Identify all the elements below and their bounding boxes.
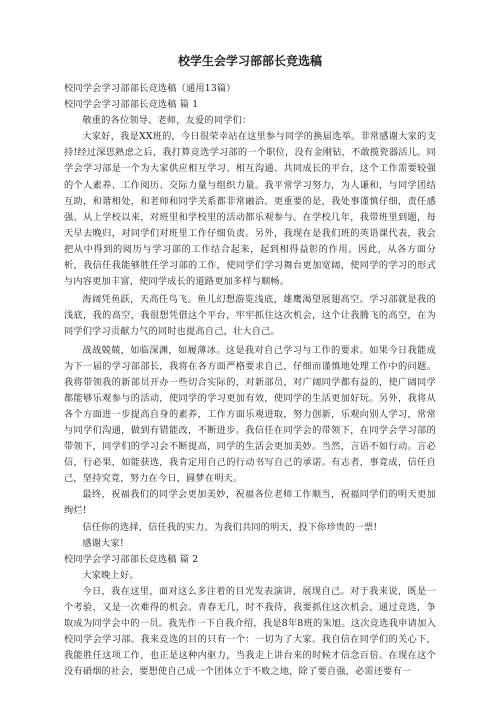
essay-1-heading: 校同学会学习部部长竞选稿 篇 1 — [64, 99, 199, 111]
essay-2-paragraph: 今日，我在这里，面对这么多注着的目光发表演讲，展现自己。对于我来说，既是一个考验，又是一次难得的机会。青春无几，时不我待，我要抓住这次机会，通过竞选，争取成为同学会中的一员。我先作一下自我介绍，我是8年8班的朱旭。这次竞选我申请加入校同学会学习部。我来竞选的目的只有一个：一切为了大家。我自信在同学们的关心下，我能胜任这项工作，也正是这种内驱力，当我走上讲台来的时候才信念百倍。在现在这个没有硝烟的社会，要想使自己成一个团体立于不败之地，除了要自强，必需还要有一 — [64, 585, 436, 678]
collection-heading: 校同学会学习部部长竞选稿（通用13篇） — [64, 83, 236, 94]
essay-1-paragraph: 信任你的选择，信任我的实力。为我们共同的明天，投下你珍贵的一票! — [82, 521, 378, 533]
essay-2-heading: 校同学会学习部部长竞选稿 篇 2 — [64, 553, 199, 565]
essay-2-greeting: 大家晚上好。 — [82, 569, 139, 581]
essay-1-paragraph: 大家好，我是XX班的，今日很荣幸站在这里参与同学的换届选举。非常感谢大家的支持!经过深思熟虑之后，我打算竞选学习部的一个职位，没有金刚钻，不敢揽瓷器活儿。同学会学习部是一个为大家供应相互学习、相互沟通、共同成长的平台，这个工作需要较强的个人素养、工作阅历、交际力量与组织力量。我平常学习努力，为人谦和，与同学团结互助，和谐相处，和老师和同学关系都非常融洽。更重要的是，我处事谨慎仔细，责任感强。从上学校以来，对班里和学校里的活动都乐观参与。在学校几年，我带班里到题，每天早去晚归，对同学们对班里工作仔细负责。另外，我现在是我们班的英语课代表，我会把从中得到的阅历与学习部的工作结合起来，起到相得益彰的作用。因此，从各方面分析，我信任我能够胜任学习部的工作，使同学们学习舞台更加宽阔，使同学的学习的形式与内容更加丰富，使同学成长的道路更加多样与顺畅。 — [64, 131, 436, 288]
document-title: 校学生会学习部部长竞选稿 — [177, 54, 322, 68]
essay-1-paragraph: 海阔凭鱼跃，天高任鸟飞。鱼儿幻想游览浅底，雄鹰渴望展翅高空。学习部就是我的浅底，我的高空，我很想凭借这个平台，牢牢抓住这次机会，这个让我腾飞的高空，在为同学们学习贡献力气的同时也提高自己，壮大自己。 — [64, 294, 436, 338]
essay-1-paragraph: 战战兢兢，如临深渊，如履薄冰。这是我对自己学习与工作的要求。如果今日我能成为下一届的学习部部长，我将在各方面严格要求自己，仔细而谨慎地处理工作中的问题。我将带领我的新部员开办一些切合实际的，对新部员，对广阔同学都有益的，使广阔同学都能够乐观参与的活动，使同学的学习更加有效，使同学的生活更加好玩。另外，我将从各个方面进一步提高自身的素养，工作方面乐观进取，努力创新，乐观向别人学习，常常与同学们沟通，做到有错能改，不断进步。我信任在同学会的带领下，在同学会学习部的带领下，同学们的学习会不断提高，同学的生活会更加美妙。当然，言语不如行动。言必信，行必果，如能获选，我肯定用自己的行动书写自己的承诺。有志者，事竟成，信任自己，坚持究竟，努力在今日，圆梦在明天。 — [64, 344, 436, 485]
essay-1-salutation: 敬重的各位领导、老师，友爱的同学们： — [82, 115, 252, 127]
essay-1-paragraph: 最终，祝福我们的同学会更加美妙，祝福各位老师工作顺当，祝福同学们的明天更加绚烂! — [64, 489, 436, 517]
document-body — [64, 81, 436, 680]
essay-1-closing: 感谢大家! — [82, 537, 124, 549]
